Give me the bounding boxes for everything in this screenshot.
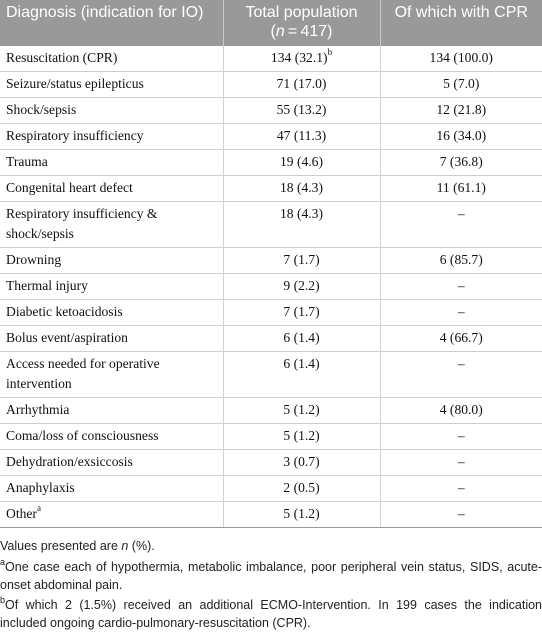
table-row: [0, 352, 542, 398]
footnote-a: [0, 558, 542, 594]
table-row: [0, 46, 542, 72]
diagnosis-text: Coma/loss of consciousness: [6, 428, 159, 443]
cell-diagnosis: [0, 326, 223, 352]
total-value: 2 (0.5): [283, 480, 320, 495]
cell-with-cpr: –: [380, 502, 542, 528]
footnote-values-italic: n: [121, 539, 129, 553]
table-row: [0, 502, 542, 528]
cell-with-cpr: –: [380, 202, 542, 248]
cell-with-cpr: –: [380, 424, 542, 450]
cell-diagnosis: [0, 72, 223, 98]
total-value: 5 (1.2): [283, 402, 320, 417]
cell-diagnosis: [0, 46, 223, 72]
cell-with-cpr: 12 (21.8): [380, 98, 542, 124]
table-row: [0, 326, 542, 352]
footnote-b-marker: b: [0, 594, 6, 605]
cell-total-population: [223, 46, 380, 72]
table-footnotes: [0, 537, 542, 632]
cell-total-population: [223, 150, 380, 176]
cell-with-cpr: 4 (66.7): [380, 326, 542, 352]
table-row: [0, 176, 542, 202]
header-n-value: = 417): [284, 23, 333, 40]
cell-with-cpr: –: [380, 352, 542, 398]
diagnosis-text: Congenital heart defect: [6, 180, 133, 195]
cell-with-cpr: 11 (61.1): [380, 176, 542, 202]
diagnosis-text: Shock/sepsis: [6, 102, 77, 117]
cell-with-cpr: 16 (34.0): [380, 124, 542, 150]
table-row: [0, 300, 542, 326]
cell-with-cpr: 4 (80.0): [380, 398, 542, 424]
cell-diagnosis: [0, 176, 223, 202]
cell-with-cpr: –: [380, 476, 542, 502]
diagnosis-text: Drowning: [6, 252, 62, 267]
cell-total-population: [223, 124, 380, 150]
diagnosis-text: Diabetic ketoacidosis: [6, 304, 123, 319]
table-row: [0, 274, 542, 300]
diagnosis-text: Anaphylaxis: [6, 480, 75, 495]
total-value: 6 (1.4): [283, 330, 320, 345]
diagnosis-text: Respiratory insufficiency & shock/sepsis: [6, 206, 158, 241]
header-diagnosis: Diagnosis (indication for IO): [0, 0, 223, 46]
diagnosis-text: Bolus event/aspiration: [6, 330, 128, 345]
total-value: 134 (32.1): [270, 50, 328, 65]
cell-diagnosis: [0, 150, 223, 176]
cell-diagnosis: [0, 300, 223, 326]
total-value: 5 (1.2): [283, 506, 320, 521]
cell-total-population: [223, 176, 380, 202]
table-row: [0, 98, 542, 124]
cell-diagnosis: [0, 502, 223, 528]
table-body: [0, 46, 542, 528]
header-row: [0, 0, 542, 46]
cell-diagnosis: [0, 398, 223, 424]
total-value: 71 (17.0): [276, 76, 327, 91]
cell-total-population: [223, 502, 380, 528]
cell-diagnosis: [0, 274, 223, 300]
cell-diagnosis: [0, 248, 223, 274]
total-value: 7 (1.7): [283, 252, 320, 267]
cell-diagnosis: [0, 424, 223, 450]
header-n-open: (: [270, 23, 276, 40]
cell-diagnosis: [0, 352, 223, 398]
footnote-values-suffix: (%).: [128, 539, 155, 553]
diagnosis-text: Dehydration/exsiccosis: [6, 454, 133, 469]
total-value: 19 (4.6): [279, 154, 324, 169]
footnote-a-text: One case each of hypothermia, metabolic imbalance, poor peripheral vein status, SIDS, acute-onset abdominal pain.: [0, 560, 542, 592]
header-with-cpr: Of which with CPR: [380, 0, 542, 46]
table-row: [0, 398, 542, 424]
total-value: 7 (1.7): [283, 304, 320, 319]
diagnosis-text: Access needed for operative intervention: [6, 356, 160, 391]
cell-total-population: [223, 248, 380, 274]
cell-with-cpr: –: [380, 450, 542, 476]
table-row: [0, 150, 542, 176]
cell-with-cpr: –: [380, 300, 542, 326]
table-row: [0, 424, 542, 450]
diagnosis-text: Thermal injury: [6, 278, 88, 293]
total-value: 47 (11.3): [276, 128, 327, 143]
cell-total-population: [223, 450, 380, 476]
cell-diagnosis: [0, 450, 223, 476]
table-header: [0, 0, 542, 46]
cell-diagnosis: [0, 202, 223, 248]
diagnosis-text: Respiratory insufficiency: [6, 128, 144, 143]
header-total-population: [223, 0, 380, 46]
cell-diagnosis: [0, 124, 223, 150]
cell-with-cpr: 5 (7.0): [380, 72, 542, 98]
cell-total-population: [223, 98, 380, 124]
footnote-b: [0, 596, 542, 632]
diagnosis-text: Seizure/status epilepticus: [6, 76, 144, 91]
cell-total-population: [223, 398, 380, 424]
table-row: [0, 476, 542, 502]
table-row: [0, 450, 542, 476]
cell-total-population: [223, 476, 380, 502]
table-row: [0, 202, 542, 248]
cell-total-population: [223, 352, 380, 398]
cell-with-cpr: 6 (85.7): [380, 248, 542, 274]
total-value: 5 (1.2): [283, 428, 320, 443]
cell-with-cpr: 7 (36.8): [380, 150, 542, 176]
total-footnote-marker: b: [327, 47, 333, 58]
header-n-italic: n: [275, 23, 285, 40]
cell-total-population: [223, 424, 380, 450]
header-total-label: Total population: [245, 4, 358, 21]
cell-with-cpr: 134 (100.0): [380, 46, 542, 72]
total-value: 6 (1.4): [283, 356, 320, 371]
diagnosis-text: Arrhythmia: [6, 402, 70, 417]
cell-with-cpr: –: [380, 274, 542, 300]
cell-diagnosis: [0, 98, 223, 124]
table-row: [0, 124, 542, 150]
total-value: 18 (4.3): [279, 206, 324, 221]
table-row: [0, 248, 542, 274]
footnote-values-prefix: Values presented are: [0, 539, 122, 553]
diagnosis-text: Resuscitation (CPR): [6, 50, 118, 65]
diagnosis-footnote-marker: a: [36, 503, 41, 514]
footnote-b-text: Of which 2 (1.5%) received an additional ECMO-Intervention. In 199 cases the indication included ongoing cardio-pulmonary-resuscitation (CPR).: [0, 598, 542, 630]
footnote-a-marker: a: [0, 556, 6, 567]
total-value: 55 (13.2): [276, 102, 327, 117]
total-value: 9 (2.2): [283, 278, 320, 293]
table-row: [0, 72, 542, 98]
total-value: 3 (0.7): [283, 454, 320, 469]
cell-total-population: [223, 300, 380, 326]
cell-total-population: [223, 274, 380, 300]
diagnosis-text: Other: [6, 506, 37, 521]
footnote-values: [0, 537, 542, 555]
diagnosis-text: Trauma: [6, 154, 48, 169]
cell-total-population: [223, 72, 380, 98]
cell-diagnosis: [0, 476, 223, 502]
cell-total-population: [223, 326, 380, 352]
total-value: 18 (4.3): [279, 180, 324, 195]
cell-total-population: [223, 202, 380, 248]
